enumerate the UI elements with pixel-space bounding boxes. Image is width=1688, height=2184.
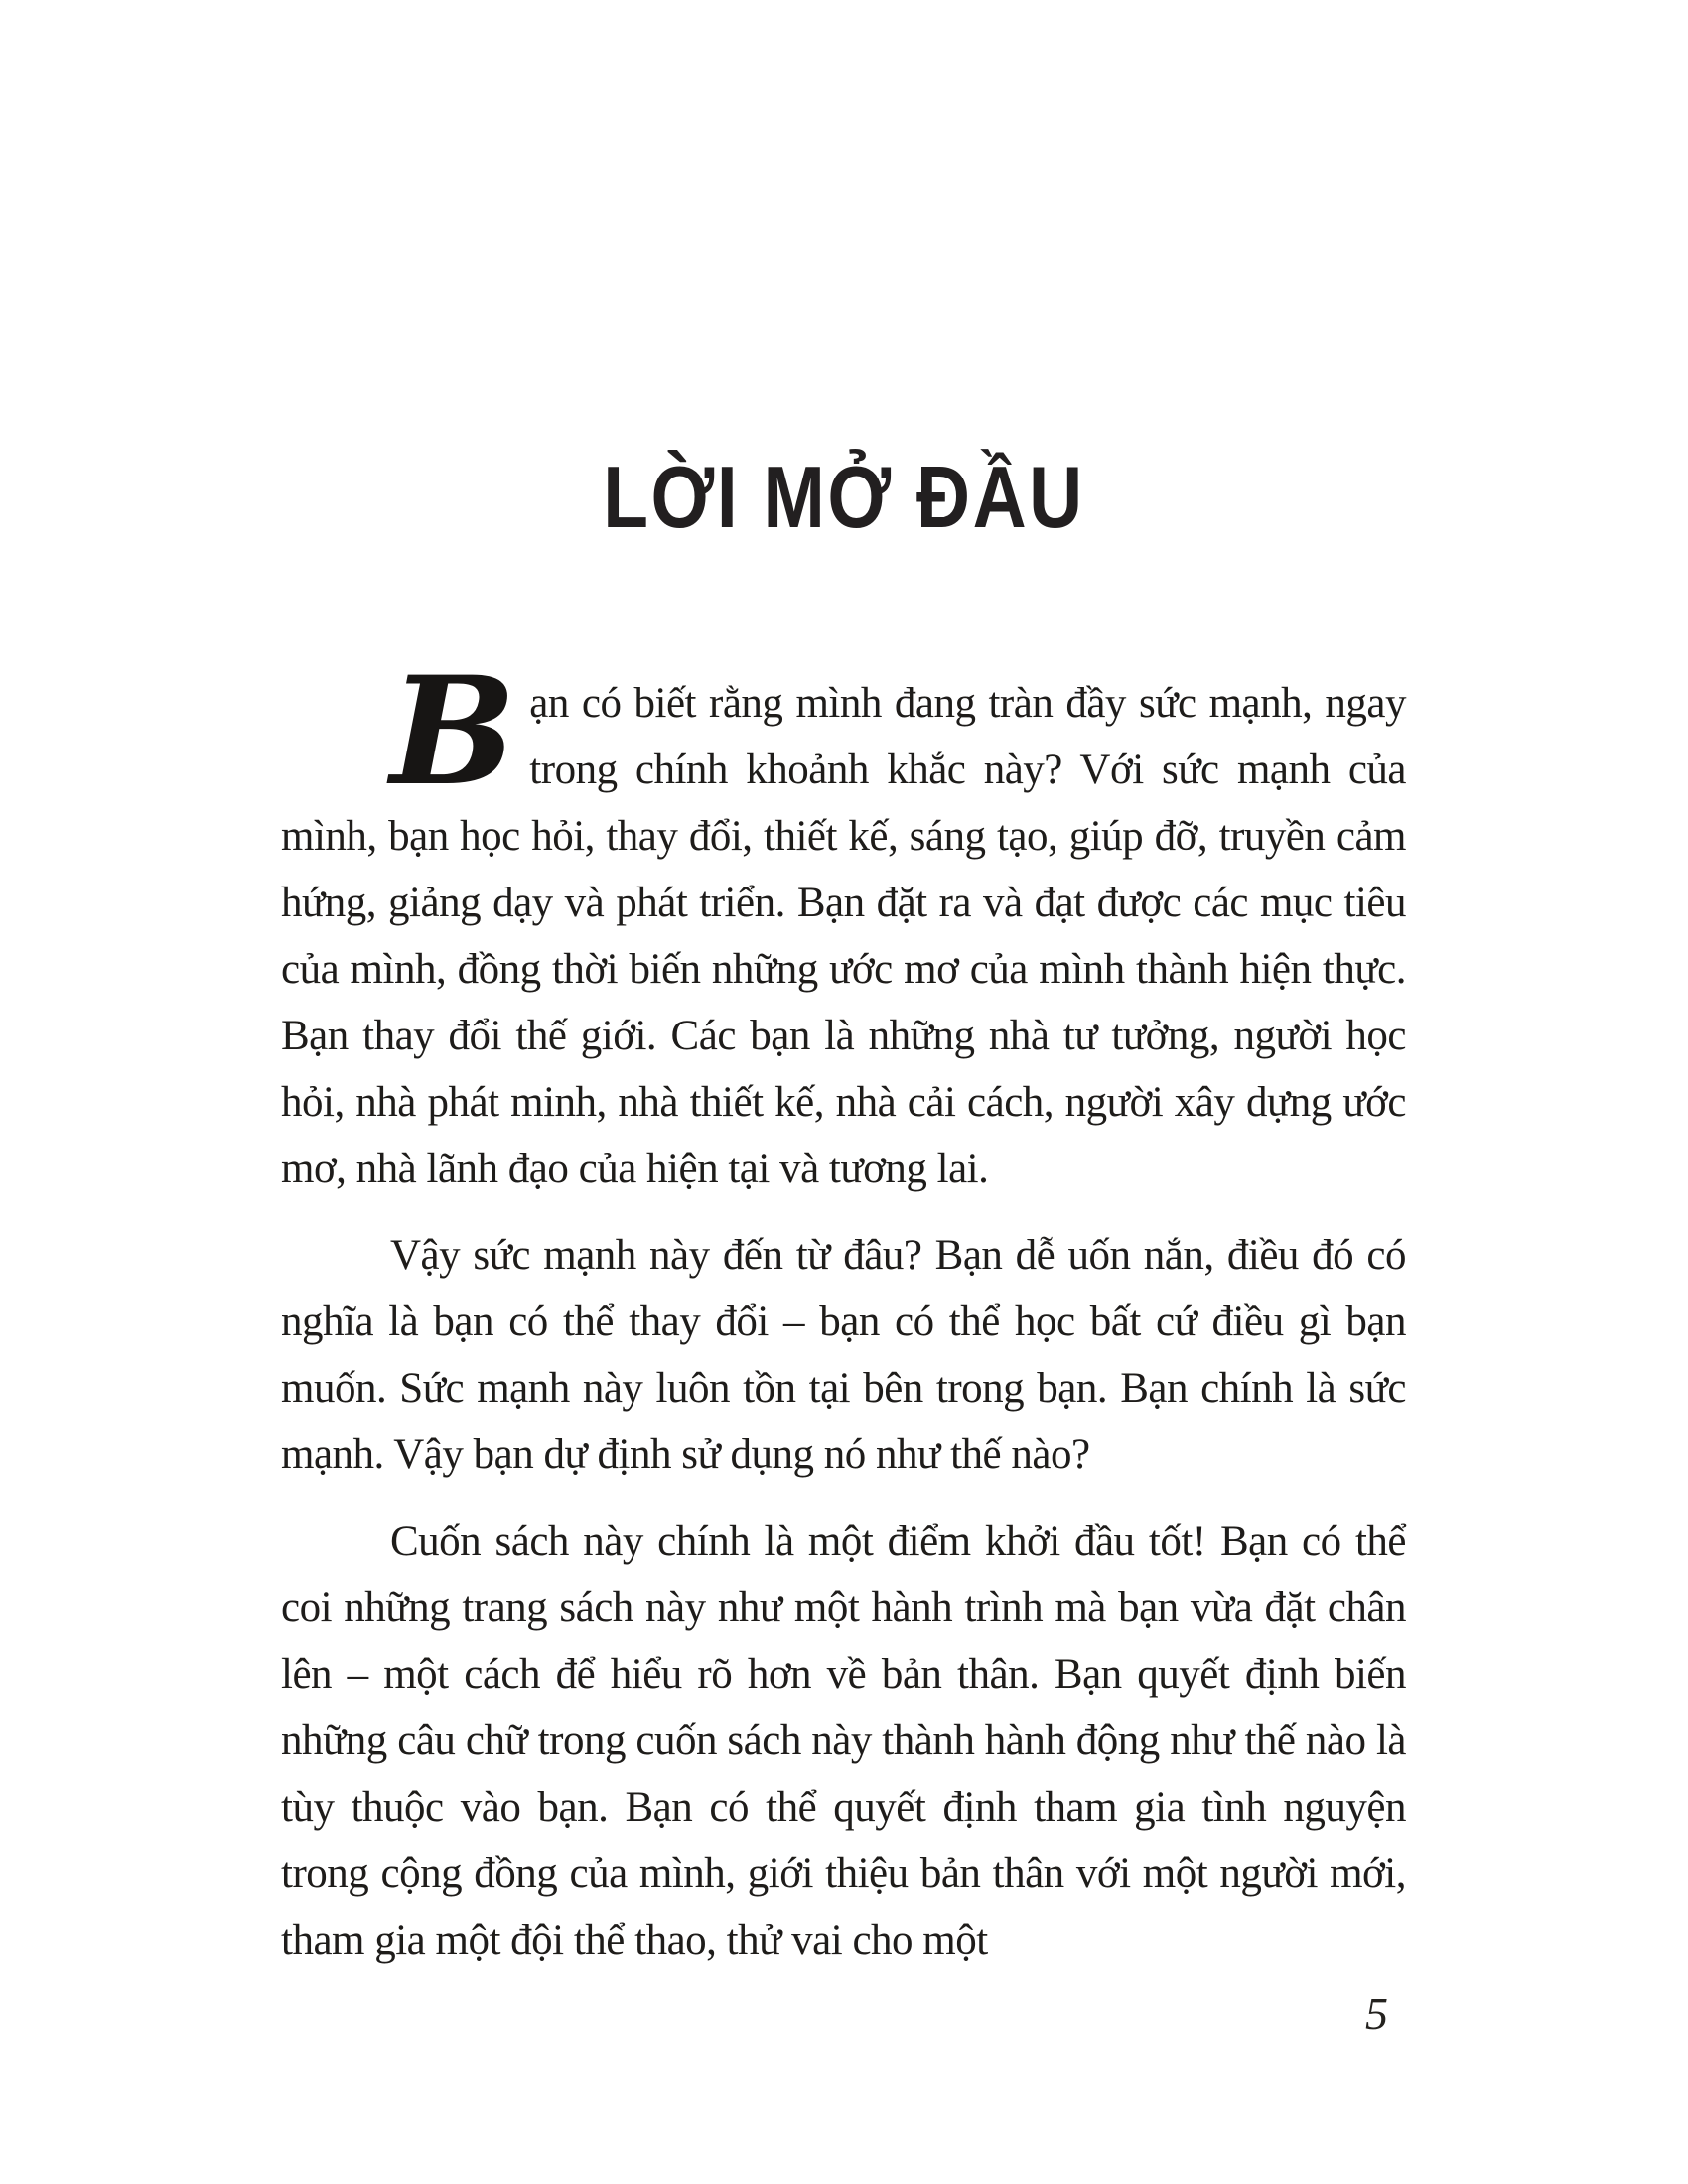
paragraph-1 <box>281 644 1406 1202</box>
drop-cap: B <box>390 644 516 819</box>
paragraph-1-text: ạn có biết rằng mình đang tràn đầy sức mạnh, ngay trong chính khoảnh khắc này? Với sức mạnh của mình, bạn học hỏi, thay đổi, thiết kế, sáng tạo, giúp đỡ, truyền cảm hứng, giảng dạy và phát triển. Bạn đặt ra và đạt được các mục tiêu của mình, đồng thời biến những ước mơ của mình thành hiện thực. Bạn thay đổi thế giới. Các bạn là những nhà tư tưởng, người học hỏi, nhà phát minh, nhà thiết kế, nhà cải cách, người xây dựng ước mơ, nhà lãnh đạo của hiện tại và tương lai. <box>281 680 1406 1192</box>
body-text <box>281 644 1406 1974</box>
page-number: 5 <box>1365 1988 1388 2039</box>
paragraph-3: Cuốn sách này chính là một điểm khởi đầu tốt! Bạn có thể coi những trang sách này như một hành trình mà bạn vừa đặt chân lên – một cách để hiểu rõ hơn về bản thân. Bạn quyết định biến những câu chữ trong cuốn sách này thành hành động như thế nào là tùy thuộc vào bạn. Bạn có thể quyết định tham gia tình nguyện trong cộng đồng của mình, giới thiệu bản thân với một người mới, tham gia một đội thể thao, thử vai cho một <box>281 1518 1406 1964</box>
chapter-title: LỜI MỞ ĐẦU <box>603 447 1085 546</box>
paragraph-2: Vậy sức mạnh này đến từ đâu? Bạn dễ uốn nắn, điều đó có nghĩa là bạn có thể thay đổi – bạn có thể học bất cứ điều gì bạn muốn. Sức mạnh này luôn tồn tại bên trong bạn. Bạn chính là sức mạnh. Vậy bạn dự định sử dụng nó như thế nào? <box>281 1232 1406 1478</box>
